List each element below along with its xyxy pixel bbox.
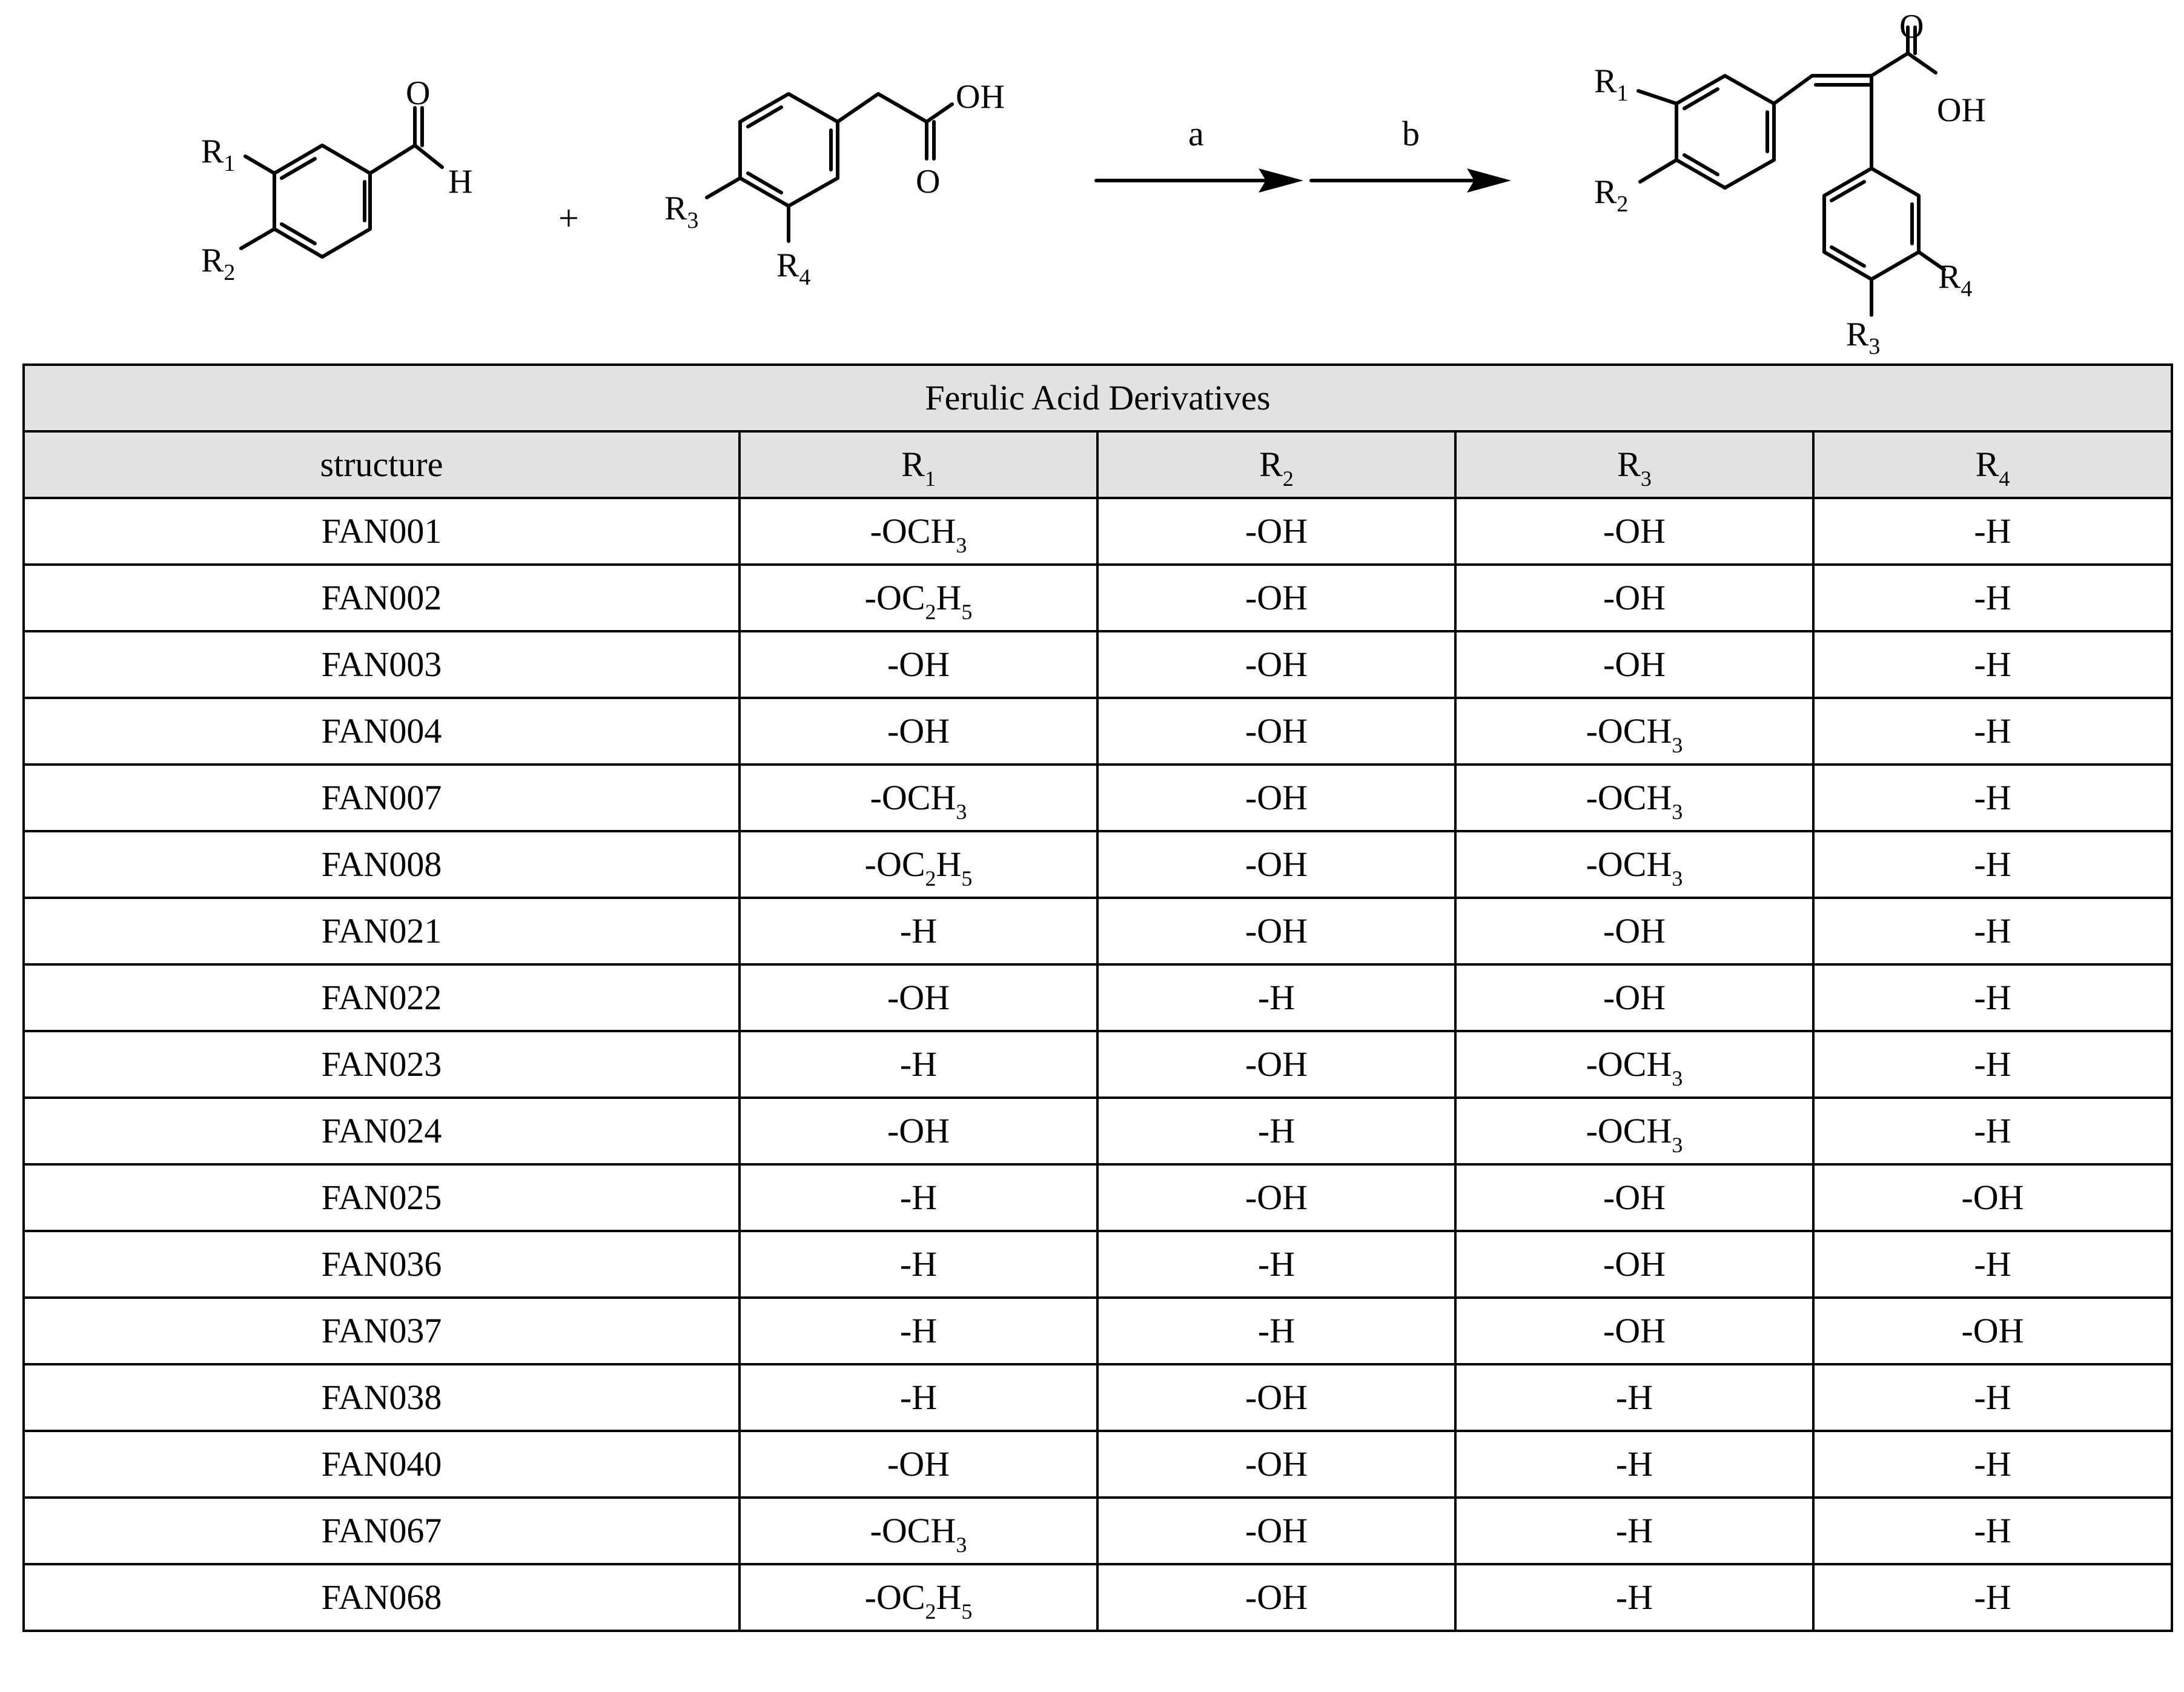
structure-cell: FAN040 bbox=[24, 1431, 740, 1498]
product-r3-label: $R_3$ bbox=[1846, 316, 1881, 359]
structure-cell: FAN003 bbox=[24, 631, 740, 698]
r4-cell: -H bbox=[1813, 1498, 2172, 1564]
structure-cell: FAN008 bbox=[24, 831, 740, 898]
r1-cell: -OH bbox=[740, 1098, 1097, 1164]
r4-cell: -H bbox=[1813, 765, 2172, 831]
structure-cell: FAN004 bbox=[24, 698, 740, 765]
r3-cell: -OH bbox=[1455, 1298, 1813, 1364]
r1-cell: -H bbox=[740, 1231, 1097, 1298]
r4-cell: -H bbox=[1813, 698, 2172, 765]
structure-cell: FAN038 bbox=[24, 1364, 740, 1431]
r1-cell: -OH bbox=[740, 1431, 1097, 1498]
r2-cell: -OH bbox=[1097, 1364, 1455, 1431]
structure-cell: FAN025 bbox=[24, 1164, 740, 1231]
r2-cell: -OH bbox=[1097, 1164, 1455, 1231]
acid-oh-label: OH bbox=[956, 78, 1005, 116]
r3-cell: -OH bbox=[1455, 898, 1813, 964]
r1-cell: $-OC_2H_5$ bbox=[740, 831, 1097, 898]
table-row bbox=[24, 565, 2172, 631]
r1-cell: -H bbox=[740, 898, 1097, 964]
table-row bbox=[24, 1031, 2172, 1098]
acid-r4-label: $R_4$ bbox=[776, 247, 811, 290]
table-row bbox=[24, 964, 2172, 1031]
r4-cell: -H bbox=[1813, 565, 2172, 631]
r2-cell: -OH bbox=[1097, 1564, 1455, 1631]
r1-cell: $-OC_2H_5$ bbox=[740, 565, 1097, 631]
r2-cell: -OH bbox=[1097, 898, 1455, 964]
table-row bbox=[24, 1364, 2172, 1431]
r2-cell: -OH bbox=[1097, 1031, 1455, 1098]
r1-cell: -OH bbox=[740, 631, 1097, 698]
structure-cell: FAN007 bbox=[24, 765, 740, 831]
table-row bbox=[24, 898, 2172, 964]
r3-cell: $-OCH_3$ bbox=[1455, 831, 1813, 898]
r3-cell: -OH bbox=[1455, 964, 1813, 1031]
product-r1-label: $R_1$ bbox=[1594, 62, 1629, 106]
table-row bbox=[24, 1098, 2172, 1164]
table-row bbox=[24, 765, 2172, 831]
r1-cell: -OH bbox=[740, 964, 1097, 1031]
aldehyde-r2-label: $R_2$ bbox=[201, 242, 236, 285]
header-structure: structure bbox=[24, 431, 740, 498]
structure-cell: FAN022 bbox=[24, 964, 740, 1031]
r3-cell: -H bbox=[1455, 1364, 1813, 1431]
r3-cell: $-OCH_3$ bbox=[1455, 698, 1813, 765]
product-structure bbox=[1638, 27, 1944, 315]
structure-cell: FAN021 bbox=[24, 898, 740, 964]
r3-cell: -H bbox=[1455, 1498, 1813, 1564]
table-body bbox=[24, 498, 2172, 1631]
r2-cell: -OH bbox=[1097, 698, 1455, 765]
r4-cell: -H bbox=[1813, 831, 2172, 898]
structure-cell: FAN067 bbox=[24, 1498, 740, 1564]
r3-cell: -OH bbox=[1455, 565, 1813, 631]
table-row bbox=[24, 1164, 2172, 1231]
r2-cell: -OH bbox=[1097, 565, 1455, 631]
r1-cell: $-OCH_3$ bbox=[740, 498, 1097, 565]
plus-sign: + bbox=[558, 198, 579, 238]
header-r2: $R_2$ bbox=[1097, 431, 1455, 498]
aldehyde-h-label: H bbox=[448, 163, 473, 201]
r4-cell: -H bbox=[1813, 631, 2172, 698]
r4-cell: -H bbox=[1813, 1031, 2172, 1098]
r1-cell: -H bbox=[740, 1364, 1097, 1431]
table-title: Ferulic Acid Derivatives bbox=[24, 365, 2172, 431]
table-row bbox=[24, 1298, 2172, 1364]
r1-cell: $-OCH_3$ bbox=[740, 765, 1097, 831]
arrow-a-label: a bbox=[1188, 114, 1204, 153]
r1-cell: $-OCH_3$ bbox=[740, 1498, 1097, 1564]
structure-cell: FAN023 bbox=[24, 1031, 740, 1098]
r2-cell: -OH bbox=[1097, 1431, 1455, 1498]
r4-cell: -OH bbox=[1813, 1164, 2172, 1231]
r2-cell: -OH bbox=[1097, 631, 1455, 698]
r4-cell: -H bbox=[1813, 964, 2172, 1031]
reaction-scheme bbox=[0, 0, 2184, 363]
r4-cell: -OH bbox=[1813, 1298, 2172, 1364]
acid-r3-label: $R_3$ bbox=[664, 190, 699, 233]
product-r4-label: $R_4$ bbox=[1938, 258, 1973, 302]
header-r1: $R_1$ bbox=[740, 431, 1097, 498]
table-header-row bbox=[24, 431, 2172, 498]
r2-cell: -OH bbox=[1097, 498, 1455, 565]
derivatives-table bbox=[22, 363, 2173, 1632]
r3-cell: -OH bbox=[1455, 631, 1813, 698]
table-row bbox=[24, 698, 2172, 765]
structure-cell: FAN024 bbox=[24, 1098, 740, 1164]
r3-cell: $-OCH_3$ bbox=[1455, 765, 1813, 831]
aldehyde-o-label: O bbox=[406, 75, 431, 112]
header-r3: $R_3$ bbox=[1455, 431, 1813, 498]
structure-cell: FAN001 bbox=[24, 498, 740, 565]
derivatives-table-container bbox=[22, 363, 2171, 1632]
product-r2-label: $R_2$ bbox=[1594, 173, 1629, 217]
table-row bbox=[24, 498, 2172, 565]
r2-cell: -H bbox=[1097, 1298, 1455, 1364]
header-r4: $R_4$ bbox=[1813, 431, 2172, 498]
r2-cell: -OH bbox=[1097, 765, 1455, 831]
acid-o-label: O bbox=[916, 163, 941, 201]
r1-cell: -H bbox=[740, 1298, 1097, 1364]
table-row bbox=[24, 1431, 2172, 1498]
r3-cell: -OH bbox=[1455, 1164, 1813, 1231]
product-o-label: O bbox=[1899, 8, 1924, 45]
r1-cell: -OH bbox=[740, 698, 1097, 765]
r3-cell: -OH bbox=[1455, 498, 1813, 565]
arrow-b-label: b bbox=[1402, 114, 1420, 153]
aldehyde-ring bbox=[241, 108, 442, 257]
r4-cell: -H bbox=[1813, 898, 2172, 964]
structure-cell: FAN002 bbox=[24, 565, 740, 631]
r1-cell: $-OC_2H_5$ bbox=[740, 1564, 1097, 1631]
table-title-row bbox=[24, 365, 2172, 431]
r4-cell: -H bbox=[1813, 1098, 2172, 1164]
table-row bbox=[24, 831, 2172, 898]
structure-cell: FAN037 bbox=[24, 1298, 740, 1364]
table-row bbox=[24, 1231, 2172, 1298]
r3-cell: $-OCH_3$ bbox=[1455, 1098, 1813, 1164]
r4-cell: -H bbox=[1813, 1431, 2172, 1498]
table-row bbox=[24, 1498, 2172, 1564]
structure-cell: FAN068 bbox=[24, 1564, 740, 1631]
r4-cell: -H bbox=[1813, 498, 2172, 565]
structure-cell: FAN036 bbox=[24, 1231, 740, 1298]
product-oh-label: OH bbox=[1937, 91, 1986, 129]
r2-cell: -H bbox=[1097, 1231, 1455, 1298]
r3-cell: $-OCH_3$ bbox=[1455, 1031, 1813, 1098]
r2-cell: -H bbox=[1097, 964, 1455, 1031]
r1-cell: -H bbox=[740, 1164, 1097, 1231]
r3-cell: -OH bbox=[1455, 1231, 1813, 1298]
aldehyde-r1-label: $R_1$ bbox=[201, 133, 236, 176]
r4-cell: -H bbox=[1813, 1564, 2172, 1631]
r4-cell: -H bbox=[1813, 1231, 2172, 1298]
r2-cell: -OH bbox=[1097, 1498, 1455, 1564]
r3-cell: -H bbox=[1455, 1431, 1813, 1498]
r3-cell: -H bbox=[1455, 1564, 1813, 1631]
r4-cell: -H bbox=[1813, 1364, 2172, 1431]
r2-cell: -OH bbox=[1097, 831, 1455, 898]
r2-cell: -H bbox=[1097, 1098, 1455, 1164]
table-row bbox=[24, 1564, 2172, 1631]
r1-cell: -H bbox=[740, 1031, 1097, 1098]
table-row bbox=[24, 631, 2172, 698]
